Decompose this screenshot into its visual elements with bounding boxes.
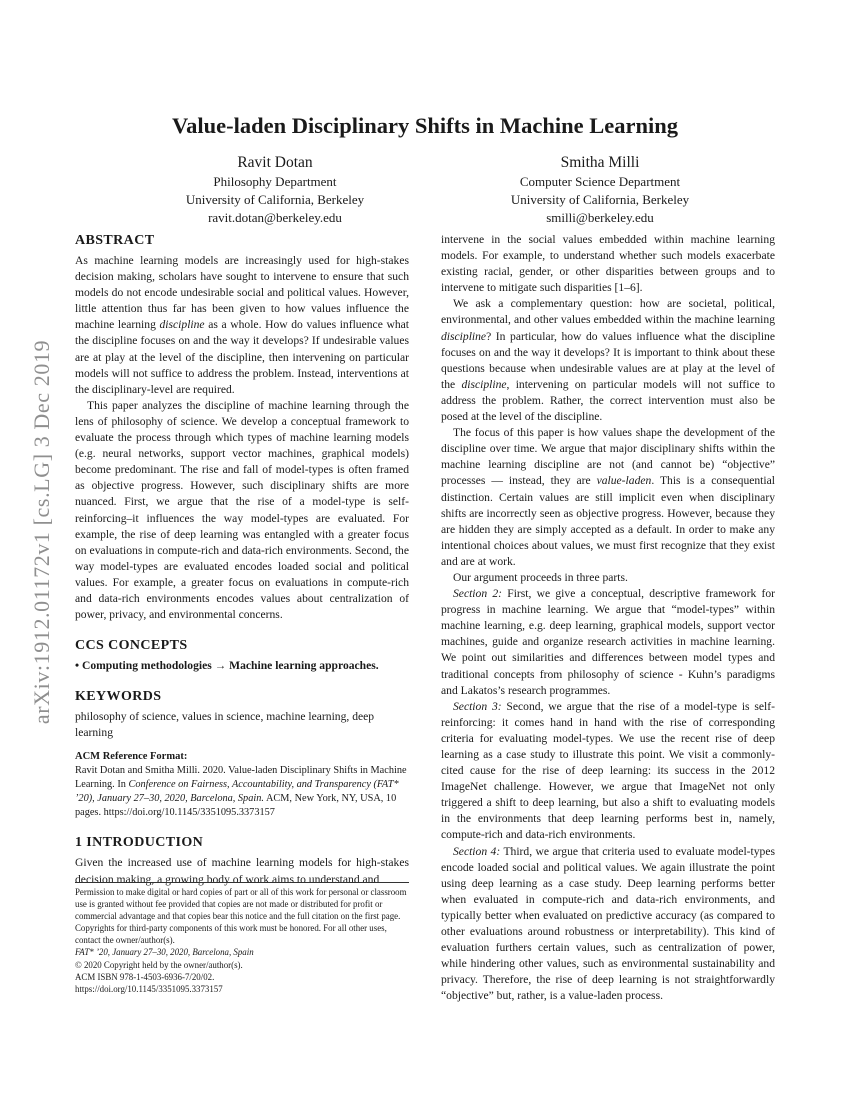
author-name: Smitha Milli [560, 154, 640, 171]
author-dept: Computer Science Department [519, 174, 681, 189]
acm-ref-heading: ACM Reference Format: [75, 751, 188, 763]
author-affiliation: University of California, Berkeley [510, 192, 690, 207]
author-dept: Philosophy Department [213, 174, 337, 189]
abstract-paragraph-1: As machine learning models are increasingly used for high-stakes decision making, scholars have sought to intervene to ensure that such models do not encode undesirable social and political values. However, little attention thus far has been given to how values influence the machine learning discipline as a whole. How do values influence what the discipline focuses on and the way it develops? If undesirable values are at play at the level of the discipline, then intervening on particular models will not suffice to address the problem. Instead, interventions at the disciplinary-level are required. [75, 254, 409, 396]
intro-paragraph-3: The focus of this paper is how values shape the development of the discipline over time. We argue that major disciplinary shifts within the machine learning discipline are not (and cannot be) “objective” processes — instead, they are value-laden. This is a consequential distinction. Certain values are still implicit even when disciplinary shifts are incorrectly seen as objective progress. However, because they are hidden they are simply accepted as a default. In order to make any intentional choices about values, we must first recognize that they exist and are at work. [441, 426, 775, 568]
intro-paragraph-2: We ask a complementary question: how are societal, political, environmental, and other values embedded within the machine learning discipline? In particular, how do values influence what the discipline focuses on and the way it develops? It is important to think about these questions because when undesirable values are at play at the level of the discipline, intervening on particular models will not suffice to address the problem. Rather, the correct intervention must also be posed at the level of the discipline. [441, 297, 776, 424]
intro-continued-paragraph: intervene in the social values embedded within machine learning models. For example, to understand whether such models exacerbate existing racial, gender, or other disparities between groups and to intervene to mitigate such disparities [1–6]. [441, 233, 775, 295]
intro-paragraph-1: Given the increased use of machine learning models for high-stakes decision making, a growing body of work aims to understand and [75, 856, 409, 886]
author-affiliation: University of California, Berkeley [185, 192, 365, 207]
footnote-doi: https://doi.org/10.1145/3351095.3373157 [75, 983, 223, 994]
section-4-summary: Section 4: Third, we argue that criteria used to evaluate model-types encode loaded social and political values. We again illustrate the point using deep learning as a case study. Deep learning performs better when evaluated in compute-rich and data-rich environments, and typically better when evaluated on predictive accuracy (as compared to other evaluations around robustness or interpretability). This kind of evaluation furthers certain values, such as centralization of power, while hindering other values, such as environmental sustainability and privacy. Therefore, the rise of deep learning is not straightforwardly “objective” but, rather, is a value-laden process. [441, 844, 775, 1003]
ccs-heading: CCS CONCEPTS [75, 638, 188, 654]
abstract-heading: ABSTRACT [75, 233, 155, 248]
footnote-isbn: ACM ISBN 978-1-4503-6936-7/20/02. [75, 971, 215, 982]
intro-paragraph-4: Our argument proceeds in three parts. [453, 570, 628, 584]
author-email: ravit.dotan@berkeley.edu [208, 210, 342, 225]
footnote-copyright: © 2020 Copyright held by the owner/author(s). [75, 959, 243, 970]
left-column [75, 232, 409, 888]
author-name: Ravit Dotan [237, 154, 313, 171]
ccs-item: • Computing methodologies → Machine learning approaches. [75, 659, 379, 673]
section-3-summary: Section 3: Second, we argue that the rise of a model-type is self-reinforcing: it comes hand in hand with the rise of corresponding criteria for evaluating model-types. We use the recent rise of deep learning as a case study to illustrate this point. We visit a commonly-cited cause for the rise of deep learning: its success in the 2012 ImageNet challenge. However, we argue that ImageNet not only triggered a shift to deep learning, but also a shift to evaluating models in the environments that deep learning performs best in, namely, compute-rich and data-rich environments. [441, 699, 775, 842]
intro-heading: 1 INTRODUCTION [75, 835, 204, 851]
footnote-permission: Permission to make digital or hard copies of part or all of this work for personal or classroom use is granted without fee provided that copies are not made or distributed for profit or commercial advantage and that copies bear this notice and the full citation on the first page. Copyrights for third-party components of this work must be honored. For all other uses, contact the owner/author(s). [75, 887, 407, 946]
keywords-heading: KEYWORDS [75, 689, 162, 705]
paper-title: Value-laden Disciplinary Shifts in Machine Learning [171, 113, 679, 138]
footnote-venue: FAT* ’20, January 27–30, 2020, Barcelona, Spain [75, 947, 254, 958]
section-2-summary: Section 2: First, we give a conceptual, descriptive framework for progress in machine learning. We argue that “model-types” within machine learning, e.g. deep learning, graphical models, support vector machines, guide and organize research activities in machine learning. We point out similarities and differences between model types and traditional concepts from philosophy of science - Kuhn’s paradigms and Lakatos’s research programmes. [441, 587, 775, 697]
arxiv-stamp [20, 292, 64, 772]
permission-footnote [75, 882, 409, 995]
abstract-paragraph-2: This paper analyzes the discipline of machine learning through the lens of philosophy of science. We develop a conceptual framework to evaluate the process through which types of machine learning models (e.g. neural networks, support vector machines, graphical models) become predominant. The rise and fall of model-types is often framed as objective progress. However, such disciplinary shifts are more nuanced. First, we argue that the rise of a model-type is self-reinforcing–it influences the way model-types are evaluated. For example, the rise of deep learning was entangled with a greater focus on evaluations in compute-rich and data-rich environments. Second, the way model-types are evaluated encodes loaded social and political values. For example, a greater focus on evaluations in compute-rich and data-rich environments encodes values about centralization of power, privacy, and environmental concerns. [75, 398, 409, 622]
author-email: smilli@berkeley.edu [546, 210, 654, 225]
acm-ref-text: Ravit Dotan and Smitha Milli. 2020. Value-laden Disciplinary Shifts in Machine Learning. In Conference on Fairness, Accountability, and Transparency (FAT* ’20), January 27–30, 2020, Barcelona, Spain. ACM, New York, NY, USA, 10 pages. https://doi.org/10.1145/3351095.3373157 [75, 765, 407, 819]
author-block-1 [125, 153, 425, 227]
arxiv-stamp-text: arXiv:1912.01172v1 [cs.LG] 3 Dec 2019 [29, 339, 54, 725]
author-block-2 [450, 153, 750, 227]
right-column [441, 232, 775, 1005]
keywords-text: philosophy of science, values in science, machine learning, deep learning [75, 710, 375, 740]
